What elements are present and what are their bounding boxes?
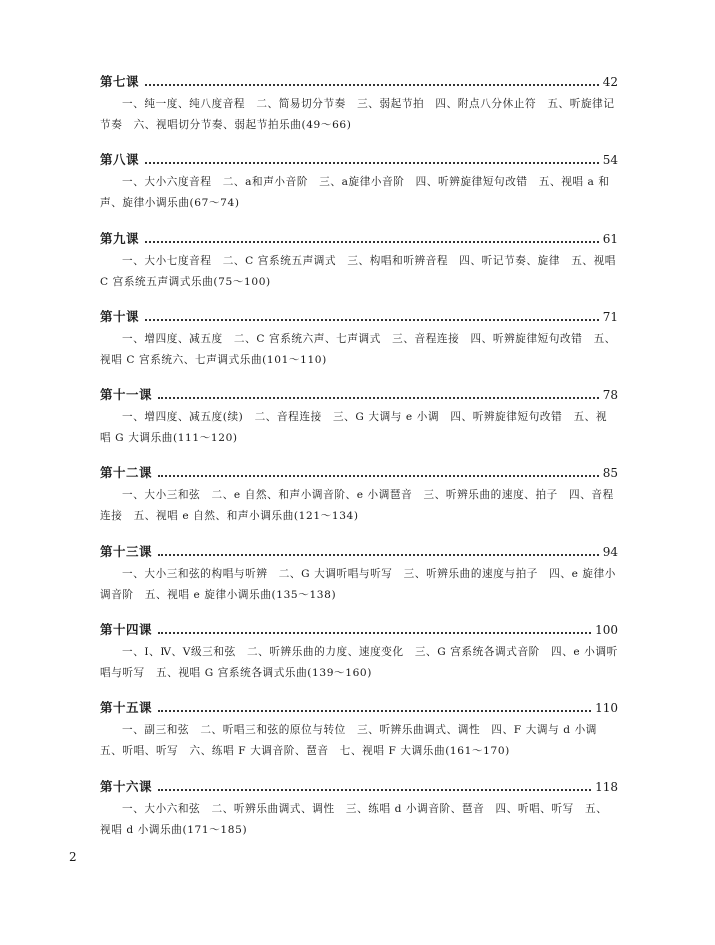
page-number: 61 <box>602 231 618 246</box>
toc-entry[interactable] <box>100 698 618 776</box>
dot-leader <box>145 84 599 86</box>
toc-entry-head <box>100 463 618 483</box>
toc-entry[interactable] <box>100 150 618 228</box>
toc-entry-head <box>100 72 618 92</box>
page-number: 54 <box>602 153 618 168</box>
toc-entry-head <box>100 620 618 640</box>
toc-entry[interactable] <box>100 620 618 698</box>
table-of-contents <box>100 72 618 855</box>
lesson-title: 第十六课 <box>100 778 153 794</box>
dot-leader <box>158 475 599 477</box>
dot-leader <box>158 632 591 634</box>
lesson-contents: 一、增四度、减五度(续) 二、音程连接 三、G 大调与 e 小调 四、听辨旋律短句改错 五、视唱 G 大调乐曲(111～120) <box>100 411 608 445</box>
lesson-title: 第八课 <box>100 152 140 168</box>
toc-entry[interactable] <box>100 463 618 541</box>
toc-entry-head <box>100 307 618 327</box>
lesson-contents: 一、大小六度音程 二、a和声小音阶 三、a旋律小音阶 四、听辨旋律短句改错 五、视唱 a 和声、旋律小调乐曲(67～74) <box>100 176 610 210</box>
lesson-title: 第十三课 <box>100 543 153 559</box>
lesson-contents: 一、副三和弦 二、听唱三和弦的原位与转位 三、听辨乐曲调式、调性 四、F 大调与 d 小调 五、听唱、听写 六、练唱 F 大调音阶、琶音 七、视唱 F 大调乐曲(161～170) <box>100 724 609 758</box>
lesson-contents: 一、增四度、减五度 二、C 宫系统六声、七声调式 三、音程连接 四、听辨旋律短句改错 五、视唱 C 宫系统六、七声调式乐曲(101～110) <box>100 332 616 366</box>
toc-entry-head <box>100 698 618 718</box>
toc-entry-head <box>100 150 618 170</box>
page-number: 94 <box>602 544 618 559</box>
toc-entry[interactable] <box>100 72 618 150</box>
toc-entry[interactable] <box>100 385 618 463</box>
dot-leader <box>145 162 599 164</box>
lesson-title: 第十五课 <box>100 700 153 716</box>
lesson-title: 第十四课 <box>100 622 153 638</box>
page-number: 110 <box>595 701 618 716</box>
toc-entry[interactable] <box>100 307 618 385</box>
lesson-title: 第十一课 <box>100 387 153 403</box>
lesson-contents: 一、纯一度、纯八度音程 二、简易切分节奏 三、弱起节拍 四、附点八分休止符 五、听旋律记节奏 六、视唱切分节奏、弱起节拍乐曲(49～66) <box>100 98 615 131</box>
lesson-contents: 一、Ⅰ、Ⅳ、Ⅴ级三和弦 二、听辨乐曲的力度、速度变化 三、G 宫系统各调式音阶 四、e 小调听唱与听写 五、视唱 G 宫系统各调式乐曲(139～160) <box>100 646 618 680</box>
page-folio: 2 <box>69 850 77 864</box>
dot-leader <box>158 710 591 712</box>
page-number: 118 <box>595 779 618 794</box>
lesson-contents: 一、大小三和弦 二、e 自然、和声小调音阶、e 小调琶音 三、听辨乐曲的速度、拍子 四、音程连接 五、视唱 e 自然、和声小调乐曲(121～134) <box>100 489 614 523</box>
dot-leader <box>145 319 599 321</box>
page-number: 85 <box>602 466 618 481</box>
toc-entry[interactable] <box>100 542 618 620</box>
toc-entry-head <box>100 542 618 562</box>
toc-entry-head <box>100 229 618 249</box>
dot-leader <box>145 241 599 243</box>
lesson-title: 第七课 <box>100 74 140 89</box>
page-number: 78 <box>602 388 618 403</box>
lesson-contents: 一、大小七度音程 二、C 宫系统五声调式 三、构唱和听辨音程 四、听记节奏、旋律 五、视唱 C 宫系统五声调式乐曲(75～100) <box>100 254 616 288</box>
lesson-title: 第十二课 <box>100 465 153 481</box>
lesson-contents: 一、大小三和弦的构唱与听辨 二、G 大调听唱与听写 三、听辨乐曲的速度与拍子 四、e 旋律小调音阶 五、视唱 e 旋律小调乐曲(135～138) <box>100 567 617 601</box>
dot-leader <box>158 397 599 399</box>
page-number: 42 <box>602 75 618 89</box>
toc-entry[interactable] <box>100 777 618 855</box>
dot-leader <box>158 554 599 556</box>
lesson-title: 第九课 <box>100 230 140 246</box>
page-number: 100 <box>595 623 618 638</box>
toc-entry[interactable] <box>100 229 618 307</box>
lesson-title: 第十课 <box>100 308 140 324</box>
page-number: 71 <box>602 309 618 324</box>
dot-leader <box>158 789 591 791</box>
toc-entry-head <box>100 385 618 405</box>
toc-entry-head <box>100 777 618 797</box>
lesson-contents: 一、大小六和弦 二、听辨乐曲调式、调性 三、练唱 d 小调音阶、琶音 四、听唱、听写 五、视唱 d 小调乐曲(171～185) <box>100 802 608 836</box>
